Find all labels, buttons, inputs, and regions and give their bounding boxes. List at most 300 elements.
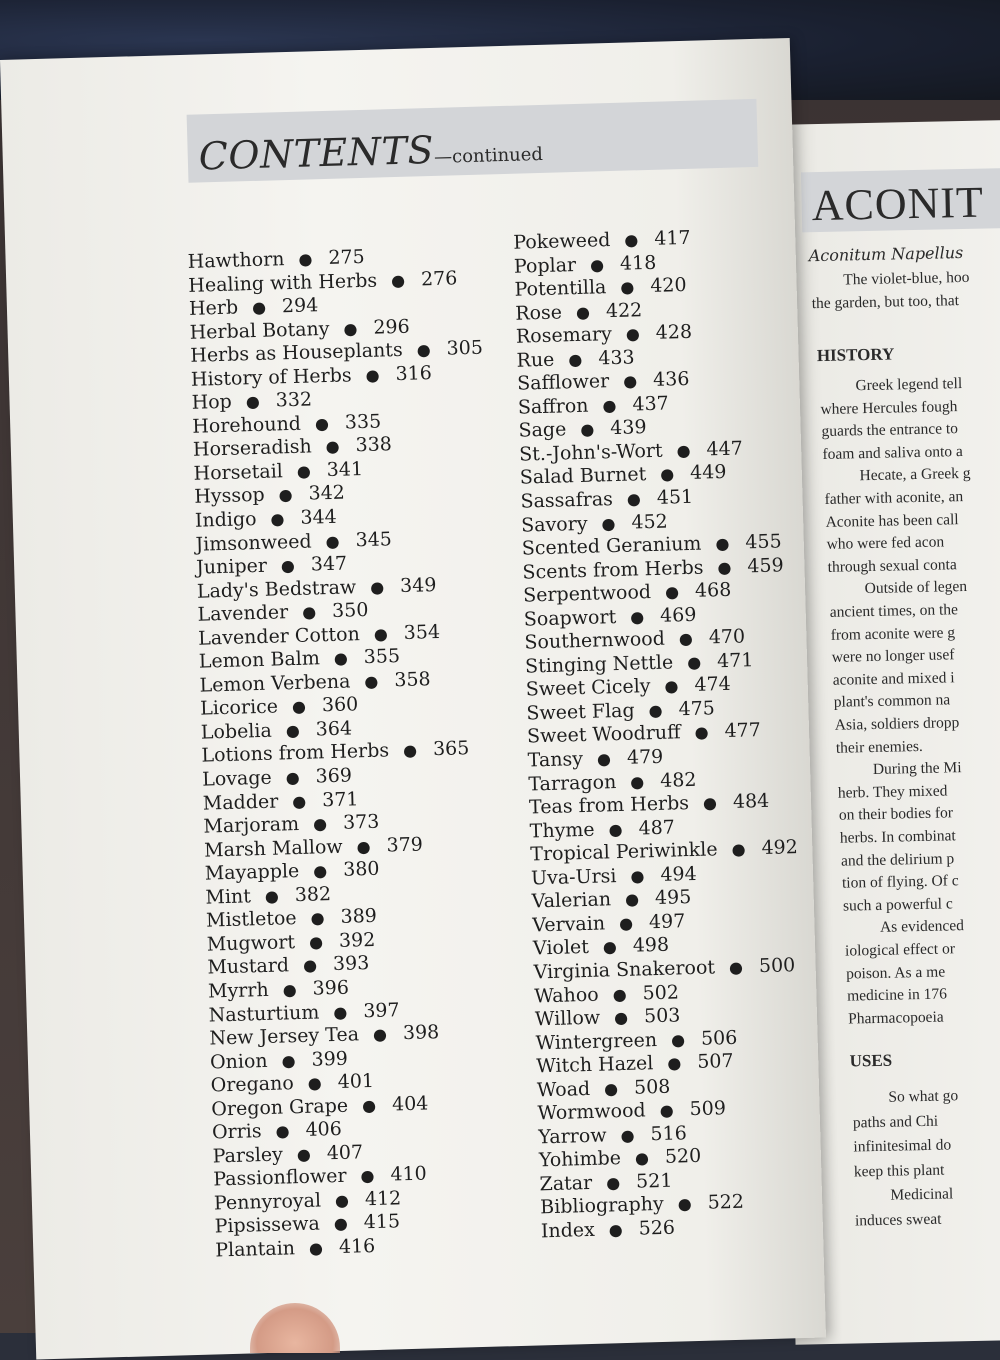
bullet-dot-icon: ● [601,513,616,533]
toc-entry-page: 470 [708,625,746,649]
toc-entry-title: Tarragon [528,770,617,796]
toc-entry-page: 335 [344,410,382,434]
toc-entry-page: 416 [338,1234,376,1258]
toc-column-left [187,243,508,1263]
toc-entry-page: 412 [364,1187,402,1211]
toc-entry-page: 360 [321,693,359,717]
article-text-line: So what go [888,1087,959,1106]
toc-entry-page: 516 [650,1122,688,1146]
bullet-dot-icon: ● [630,866,645,886]
toc-entry-page: 349 [399,573,437,597]
toc-entry-page: 479 [626,745,664,769]
bullet-dot-icon: ● [369,577,385,597]
toc-entry-page: 507 [696,1050,734,1074]
bullet-dot-icon: ● [307,1073,323,1093]
toc-entry-page: 474 [694,673,732,697]
toc-entry-page: 347 [310,552,348,576]
toc-entry-page: 494 [660,862,697,886]
toc-entry-page: 451 [656,485,694,509]
toc-entry-page: 358 [394,668,431,692]
toc-entry-page: 492 [761,836,799,860]
toc-entry-page: 500 [758,954,796,978]
toc-entry-title: Sweet Flag [526,699,635,725]
toc-entry-title: Serpentwood [522,581,652,607]
toc-entry-title: Sassafras [520,488,614,513]
bullet-dot-icon: ● [608,819,623,839]
toc-entry-page: 355 [363,645,401,669]
bullet-dot-icon: ● [618,913,634,933]
bullet-dot-icon: ● [667,1053,682,1073]
bullet-dot-icon: ● [313,861,328,881]
bullet-dot-icon: ● [634,1148,650,1169]
toc-entry-title: Herbs as Houseplants [190,339,403,367]
toc-entry-title: Poplar [513,253,577,278]
toc-entry-page: 401 [337,1070,375,1094]
toc-entry-page: 341 [326,457,364,481]
article-text-line: herbs. In combinat [839,827,956,847]
toc-entry-page: 415 [363,1210,401,1234]
toc-entry-title: Witch Hazel [536,1052,654,1078]
bullet-dot-icon: ● [659,1100,674,1121]
toc-entry-title: Horehound [192,412,302,438]
bullet-dot-icon: ● [282,980,297,1000]
toc-entry-title: Orris [211,1120,262,1144]
toc-entry-page: 382 [294,882,332,906]
bullet-dot-icon: ● [291,791,307,811]
bullet-dot-icon: ● [659,464,675,485]
article-text-line: Pharmacopoeia [847,1008,944,1028]
contents-title-text: CONTENTS [198,127,435,179]
article-text-line: from aconite were g [830,623,956,644]
toc-entry-title: Lavender Cotton [197,622,361,650]
bullet-dot-icon: ● [717,557,732,577]
bullet-dot-icon: ● [605,1173,621,1193]
bullet-dot-icon: ● [314,413,330,434]
toc-entry-title: Nasturtium [208,1000,320,1027]
article-text-line: infinitesimal do [853,1136,952,1156]
bullet-dot-icon: ● [613,1007,629,1028]
toc-entry-title: Mayapple [204,860,300,885]
toc-entry-page: 503 [643,1004,681,1028]
toc-entry-title: Yohimbe [538,1147,622,1172]
toc-entry-title: Pennyroyal [213,1189,322,1215]
article-text-line: on their bodies for [838,804,954,825]
article-text-line: and the delirium p [840,849,955,870]
toc-entry-title: Hawthorn [187,248,285,273]
toc-entry-title: Parsley [212,1143,284,1168]
toc-entry-title: Pokeweed [512,229,611,254]
article-text-line: tion of flying. Of c [841,872,959,892]
bullet-dot-icon: ● [310,908,325,928]
article-text-line: such a powerful c [842,895,953,915]
article-text-line: medicine in 176 [846,985,948,1005]
toc-entry-title: Licorice [199,695,279,721]
article-title: ACONIT [811,177,985,231]
toc-entry-title: Oregano [210,1072,295,1097]
toc-entry-title: Soapwort [523,605,617,631]
bullet-dot-icon: ● [608,1220,624,1240]
article-text-line: guards the entrance to [821,420,959,441]
bullet-dot-icon: ● [333,648,349,669]
bullet-dot-icon: ● [270,509,285,529]
toc-entry-page: 344 [300,505,338,529]
toc-entry-page: 522 [707,1191,745,1215]
toc-entry-page: 482 [659,768,697,792]
toc-entry-page: 422 [605,298,643,322]
article-text-line: Outside of legen [864,578,968,598]
bullet-dot-icon: ● [365,365,380,385]
bullet-dot-icon: ● [280,556,296,576]
toc-entry-title: Herbal Botany [189,317,330,344]
bullet-dot-icon: ● [664,582,680,602]
toc-entry-title: Juniper [195,554,268,579]
toc-entry-title: Index [540,1218,596,1243]
toc-entry-page: 475 [678,697,716,721]
toc-entry-title: Madder [202,790,279,815]
toc-entry-title: Teas from Herbs [528,792,690,819]
toc-entry-page: 345 [355,527,393,551]
toc-entry-page: 439 [609,416,647,440]
toc-entry-title: Wormwood [537,1099,646,1125]
toc-entry-page: 276 [420,266,458,290]
toc-entry-title: Rue [516,348,555,372]
bullet-dot-icon: ● [602,937,618,957]
bullet-dot-icon: ● [278,485,293,505]
toc-entry-title: Vervain [532,912,606,937]
toc-entry-page: 332 [275,388,313,412]
toc-entry-title: Passionflower [213,1165,347,1191]
bullet-dot-icon: ● [728,957,744,977]
toc-entry-title: Rosemary [515,323,613,348]
toc-entry-title: Wintergreen [535,1028,658,1055]
bullet-dot-icon: ● [325,437,340,457]
toc-entry-title: Jimsonweed [195,530,312,556]
toc-entry-page: 502 [642,980,680,1004]
toc-entry-title: Onion [209,1049,268,1074]
bullet-dot-icon: ● [308,1238,324,1258]
bullet-dot-icon: ● [677,1194,692,1214]
bullet-dot-icon: ● [678,629,694,649]
bullet-dot-icon: ● [312,814,328,834]
toc-entry-page: 369 [315,764,353,788]
toc-entry-title: Thyme [529,818,595,843]
toc-entry-page: 497 [648,910,686,934]
bullet-dot-icon: ● [291,697,307,717]
toc-entry-page: 526 [638,1216,676,1240]
article-text-line: Hecate, a Greek g [859,465,971,485]
article-text-line: plant's common na [833,691,951,712]
toc-entry-page: 407 [326,1141,364,1165]
toc-entry-page: 404 [391,1092,429,1116]
bullet-dot-icon: ● [694,722,709,743]
bullet-dot-icon: ● [625,324,641,344]
toc-entry-title: Rose [514,301,563,325]
toc-column-right [513,224,809,1244]
toc-entry-page: 396 [312,976,350,1000]
toc-entry-title: Plantain [215,1237,296,1262]
toc-entry-title: Healing with Herbs [188,269,378,297]
toc-entry-title: History of Herbs [190,364,352,391]
toc-entry-title: Willow [534,1006,601,1031]
toc-entry-title: Salad Burnet [519,463,647,490]
toc-entry-title: Virginia Snakeroot [533,956,716,984]
article-subtitle: Aconitum Napellus [808,242,964,266]
article-text-line: Aconite has been call [825,510,959,531]
article-text-line: iological effect or [844,940,956,960]
toc-entry-page: 459 [747,553,784,577]
bullet-dot-icon: ● [343,318,358,339]
bullet-dot-icon: ● [731,839,746,860]
toc-entry-page: 342 [308,482,346,506]
bullet-dot-icon: ● [301,602,317,622]
article-text-line: through sexual conta [827,555,957,576]
toc-entry-page: 393 [332,952,370,976]
section-heading-uses: USES [849,1050,893,1071]
toc-entry-title: Hyssop [193,484,265,509]
bullet-dot-icon: ● [298,249,313,269]
toc-entry-page: 469 [659,603,697,627]
bullet-dot-icon: ● [624,230,639,250]
bullet-dot-icon: ● [302,955,318,976]
toc-entry-title: Southernwood [524,627,666,654]
toc-entry-page: 365 [432,737,470,761]
toc-entry-page: 455 [745,530,782,554]
bullet-dot-icon: ● [361,1095,377,1115]
toc-entry-page: 371 [321,787,359,811]
toc-entry-page: 338 [355,433,393,457]
toc-entry-title: Indigo [194,508,257,532]
toc-entry-page: 398 [402,1021,440,1045]
toc-entry-title: Lavender [197,601,289,626]
article-text-line: The violet-blue, hoo [843,268,970,289]
toc-entry-title: New Jersey Tea [209,1023,360,1050]
bullet-dot-icon: ● [333,1002,348,1022]
toc-entry-title: Zatar [539,1171,593,1196]
toc-entry-page: 420 [649,274,687,298]
article-text-line: induces sweat [854,1210,942,1229]
article-text-line: foam and saliva onto a [822,442,964,463]
toc-entry-title: Uva-Ursi [530,864,617,890]
article-text-line: herb. They mixed [837,782,948,802]
toc-entry-page: 449 [689,461,727,485]
bullet-dot-icon: ● [648,700,663,721]
article-text-line: their enemies. [835,737,923,757]
bullet-dot-icon: ● [251,297,267,318]
bullet-dot-icon: ● [245,392,261,412]
toc-entry-page: 468 [694,578,732,603]
bullet-dot-icon: ● [296,461,312,481]
toc-entry-page: 508 [633,1075,671,1099]
toc-entry-page: 417 [654,226,691,250]
toc-entry-page: 275 [328,245,365,269]
toc-entry-page: 509 [689,1097,727,1121]
toc-entry-page: 294 [281,294,319,318]
toc-entry-title: Lady's Bedstraw [196,575,357,603]
toc-entry-page: 399 [311,1047,349,1071]
toc-entry-title: Marjoram [203,813,300,838]
bullet-dot-icon: ● [325,531,340,551]
toc-entry-title: Tropical Periwinkle [530,838,718,866]
toc-entry-title: Sage [518,418,567,443]
toc-entry-page: 487 [638,816,676,840]
bullet-dot-icon: ● [596,749,612,769]
toc-entry-page: 520 [664,1145,702,1169]
toc-entry-title: Valerian [531,888,612,913]
contents-continued-text: —continued [433,143,544,168]
article-text-line: who were fed acon [826,533,945,554]
toc-entry-page: 498 [632,934,670,958]
toc-entry-title: Sweet Cicely [525,675,651,701]
article-text-line: Greek legend tell [855,375,963,395]
bullet-dot-icon: ● [702,793,718,813]
toc-entry-title: Woad [536,1077,591,1102]
left-page [0,38,826,1360]
article-text-line: where Hercules fough [820,397,958,418]
article-text-line: Asia, soldiers dropp [834,714,960,734]
toc-entry-title: Mugwort [206,930,296,956]
bullet-dot-icon: ● [364,671,379,691]
toc-entry-title: Potentilla [514,276,607,301]
bullet-dot-icon: ● [360,1166,375,1186]
bullet-dot-icon: ● [568,349,583,369]
article-text-line: aconite and mixed i [832,669,955,689]
bullet-dot-icon: ● [285,767,300,788]
article-text-line: During the Mi [872,759,962,779]
bullet-dot-icon: ● [333,1214,349,1234]
toc-entry-title: Wahoo [534,983,599,1007]
toc-entry-title: Pipsissewa [214,1212,321,1238]
bullet-dot-icon: ● [402,741,418,761]
bullet-dot-icon: ● [281,1050,296,1071]
bullet-dot-icon: ● [285,720,301,741]
toc-entry-page: 305 [446,336,484,360]
toc-entry-page: 389 [340,905,378,929]
toc-entry-title: Stinging Nettle [524,651,674,678]
toc-entry-page: 354 [403,620,441,644]
toc-entry-page: 433 [598,346,635,370]
toc-entry-title: Hop [191,390,233,415]
toc-entry-page: 477 [724,719,762,743]
toc-entry-title: Scented Geranium [521,532,702,560]
bullet-dot-icon: ● [676,440,691,461]
toc-entry-title: Scents from Herbs [522,556,704,584]
toc-entry-title: Violet [532,936,590,960]
article-text-line: paths and Chi [852,1112,939,1131]
toc-entry-page: 452 [631,510,669,534]
bullet-dot-icon: ● [603,1078,619,1099]
bullet-dot-icon: ● [372,1024,388,1045]
article-text-line: As evidenced [879,917,965,937]
bullet-dot-icon: ● [390,270,406,290]
toc-entry-page: 437 [632,392,669,416]
bullet-dot-icon: ● [602,395,617,416]
toc-entry-page: 428 [655,320,693,344]
bullet-dot-icon: ● [629,771,645,792]
bullet-dot-icon: ● [670,1029,686,1050]
toc-entry-title: Mistletoe [205,907,297,932]
bullet-dot-icon: ● [686,652,702,672]
article-text-line: father with aconite, an [824,488,964,508]
article-text-line: ancient times, on the [829,601,959,621]
toc-entry-title: Saffron [517,394,589,419]
toc-entry-title: Myrrh [207,978,269,1003]
toc-entry-title: Lemon Balm [198,647,321,673]
toc-entry-page: 418 [619,251,657,275]
toc-entry-title: Lemon Verbena [199,670,351,697]
article-text-line: the garden, but too, that [811,292,960,313]
bullet-dot-icon: ● [373,624,389,644]
toc-entry-page: 410 [390,1162,428,1186]
toc-entry-title: Mustard [207,954,290,979]
toc-entry-title: Horsetail [193,460,284,485]
bullet-dot-icon: ● [334,1190,350,1210]
toc-entry-title: Lovage [201,766,272,791]
toc-entry-page: 436 [652,368,690,392]
toc-entry-page: 364 [315,717,353,741]
bullet-dot-icon: ● [624,889,640,910]
toc-entry-title: Safflower [516,370,610,395]
bullet-dot-icon: ● [715,533,730,554]
bullet-dot-icon: ● [356,836,371,857]
toc-entry-title: Mint [205,885,252,909]
article-text-line: keep this plant [853,1161,945,1180]
bullet-dot-icon: ● [622,371,638,392]
bullet-dot-icon: ● [664,676,679,697]
toc-entry-page: 316 [395,361,433,385]
toc-entry-title: Horseradish [192,435,312,462]
toc-entry-title: Marsh Mallow [203,835,343,862]
toc-entry-title: Tansy [527,748,584,772]
toc-entry-page: 447 [706,437,744,461]
toc-entry-page: 506 [700,1026,738,1050]
toc-entry-title: Oregon Grape [211,1094,349,1121]
bullet-dot-icon: ● [589,254,605,275]
toc-entry-page: 397 [362,998,400,1022]
bullet-dot-icon: ● [264,886,280,906]
toc-entry-page: 392 [338,928,376,952]
toc-entry-title: Lobelia [200,719,273,744]
toc-entry-title: Lotions from Herbs [201,739,390,768]
bullet-dot-icon: ● [308,932,324,952]
toc-entry-title: Yarrow [537,1124,607,1149]
bullet-dot-icon: ● [629,606,645,627]
toc-entry-title: Bibliography [539,1193,665,1219]
article-text-line: were no longer usef [831,646,955,667]
toc-entry-title: Herb [188,296,239,320]
bullet-dot-icon: ● [620,277,635,297]
toc-entry-page: 350 [331,599,369,623]
toc-entry-page: 471 [716,649,754,673]
bullet-dot-icon: ● [575,302,591,322]
toc-entry-page: 373 [342,810,380,834]
bullet-dot-icon: ● [416,340,431,360]
article-text-line: poison. As a me [845,963,946,983]
toc-entry-page: 406 [305,1118,343,1142]
toc-entry-page: 495 [654,886,692,910]
bullet-dot-icon: ● [612,984,627,1004]
toc-entry-title: Savory [520,512,588,537]
toc-entry-title: Sweet Woodruff [526,721,681,749]
toc-entry-title: St.-John's-Wort [518,439,663,466]
bullet-dot-icon: ● [296,1144,312,1164]
toc-entry-page: 484 [732,789,770,813]
toc-entry-page: 521 [635,1169,673,1193]
article-text-line: Medicinal [890,1185,954,1204]
toc-entry-page: 379 [386,833,424,857]
bullet-dot-icon: ● [580,419,595,440]
bullet-dot-icon: ● [620,1125,635,1145]
section-heading-history: HISTORY [816,344,895,366]
